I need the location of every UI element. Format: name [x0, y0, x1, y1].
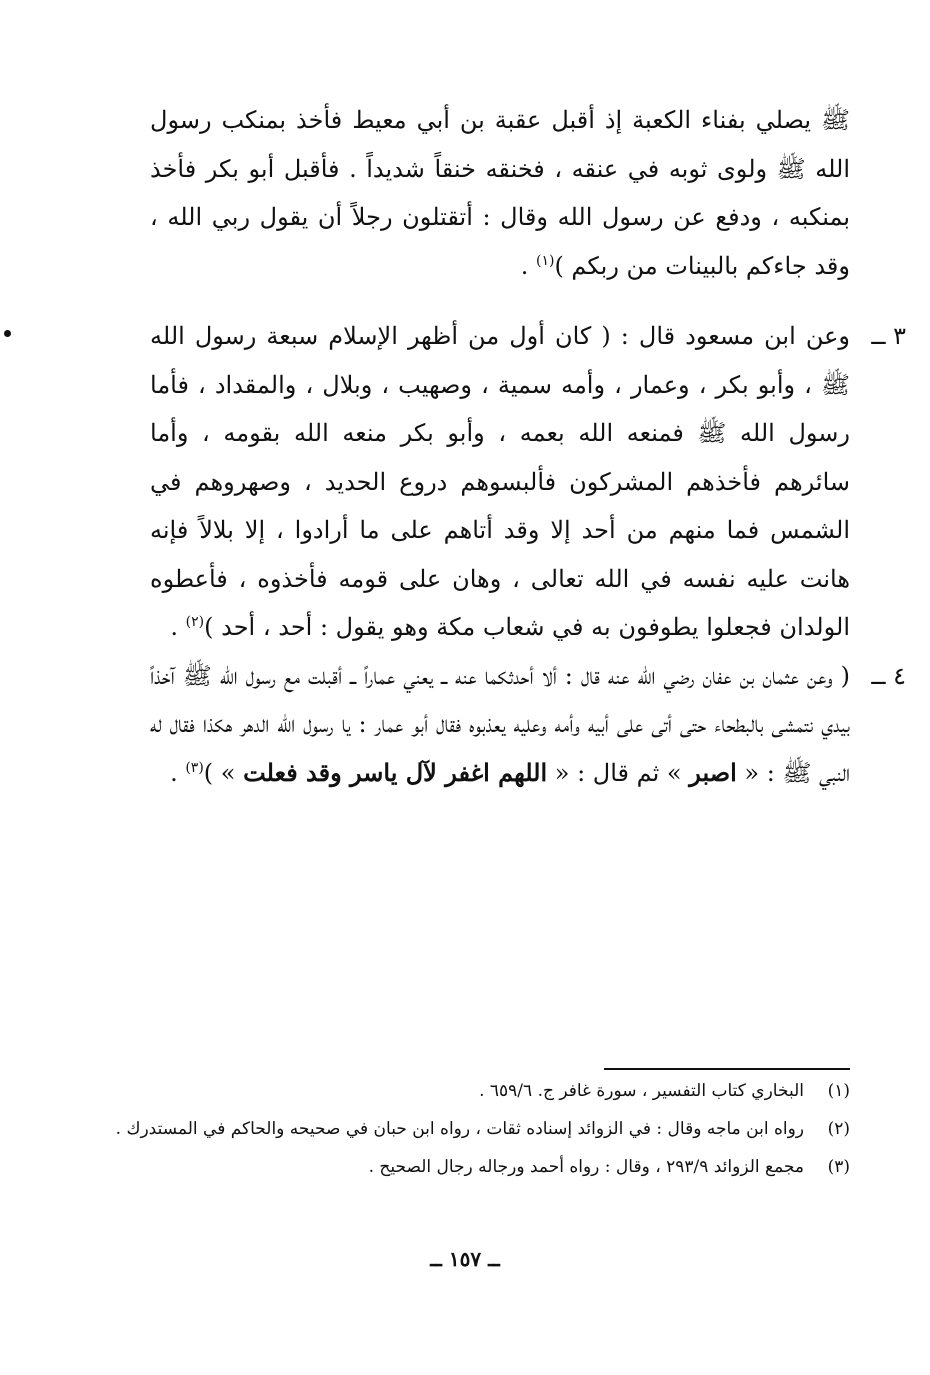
quote-bold: اللهم اغفر لآل ياسر وقد فعلت: [243, 757, 548, 787]
footnote-item: [130, 1072, 850, 1110]
footnote-item: [130, 1148, 850, 1186]
footnote-divider: [604, 1068, 850, 1070]
footnote-text: رواه ابن ماجه وقال : في الزوائد إسناده ثقات ، رواه ابن حبان في صحيحه والحاكم في المستدرك .: [115, 1119, 804, 1139]
paragraph-end: .: [170, 758, 186, 787]
paragraph-text: ﷺ يصلي بفناء الكعبة إذ أقبل عقبة بن أبي معيط فأخذ بمنكب رسول الله ﷺ ولوى ثوبه في عنقه ، فخنقه خنقاً شديداً . فأقبل أبو بكر فأخذ بمنكبه ، ودفع عن رسول الله وقال : أتقتلون رجلاً أن يقول ربي الله ، وقد جاءكم بالبينات من ربكم ): [150, 106, 851, 280]
footnotes: [115, 1072, 850, 1186]
page-number: ــ ١٥٧ ــ: [430, 1247, 500, 1271]
footnote-text: البخاري كتاب التفسير ، سورة غافر ج. ٦٥٩/٦ .: [479, 1081, 804, 1101]
paragraph-4: [150, 652, 906, 798]
paragraph-text-tail: » ): [203, 758, 244, 787]
paragraph-number: ٤ ــ: [871, 661, 906, 690]
main-text-block: [150, 96, 906, 797]
paragraph-3: [150, 312, 906, 652]
footnote-number: (١): [827, 1081, 850, 1101]
footnote-ref: (١): [535, 252, 555, 269]
paragraph-text: وعن ابن مسعود قال : ( كان أول من أظهر الإسلام سبعة رسول الله ﷺ ، وأبو بكر ، وعمار ، وأمه سمية ، وصهيب ، وبلال ، والمقداد ، فأما رسول الله ﷺ فمنعه الله بعمه ، وأبو بكر منعه الله بقومه ، وأما سائرهم فأخذهم المشركون فألبسوهم دروع الحديد ، وصهروهم في الشمس فما منهم من أحد إلا وقد أتاهم على ما أرادوا ، إلا بلالاً فإنه هانت عليه نفسه في الله تعالى ، وهان على قومه فأخذوه ، فأعطوه الولدان فجعلوا يطوفون به في شعاب مكة وهو يقول : أحد ، أحد ): [150, 322, 850, 641]
paragraph-text: ( وعن عثمان بن عفان رضي الله عنه قال : ألا أحدثكما عنه ــ يعني عماراً ــ أقبلت مع رسول الله ﷺ آخذاً بيدي نتمشى بالبطحاء حتى أتى على أبيه وأمه وعليه يعذبوه فقال أبو عمار : يا رسول الله الدهر هكذا فقال له النبي ﷺ : «: [150, 661, 850, 787]
quote-bold: اصبر: [689, 757, 737, 787]
footnote-number: (٢): [827, 1119, 850, 1139]
footnote-number: (٣): [827, 1157, 850, 1177]
footnote-item: [115, 1110, 850, 1148]
footnote-text: مجمع الزوائد ٢٩٣/٩ ، وقال : رواه أحمد ورجاله رجال الصحيح .: [368, 1157, 804, 1177]
footnote-ref: (٢): [185, 614, 205, 630]
paragraph-end: .: [170, 613, 186, 641]
paragraph-end: .: [520, 251, 536, 280]
margin-dot: [4, 330, 11, 337]
paragraph-text-mid: » ثم قال : «: [547, 758, 690, 787]
paragraph-number: ٣ ــ: [871, 322, 906, 350]
paragraph-continued: [150, 96, 850, 290]
footnote-ref: (٣): [185, 759, 204, 776]
